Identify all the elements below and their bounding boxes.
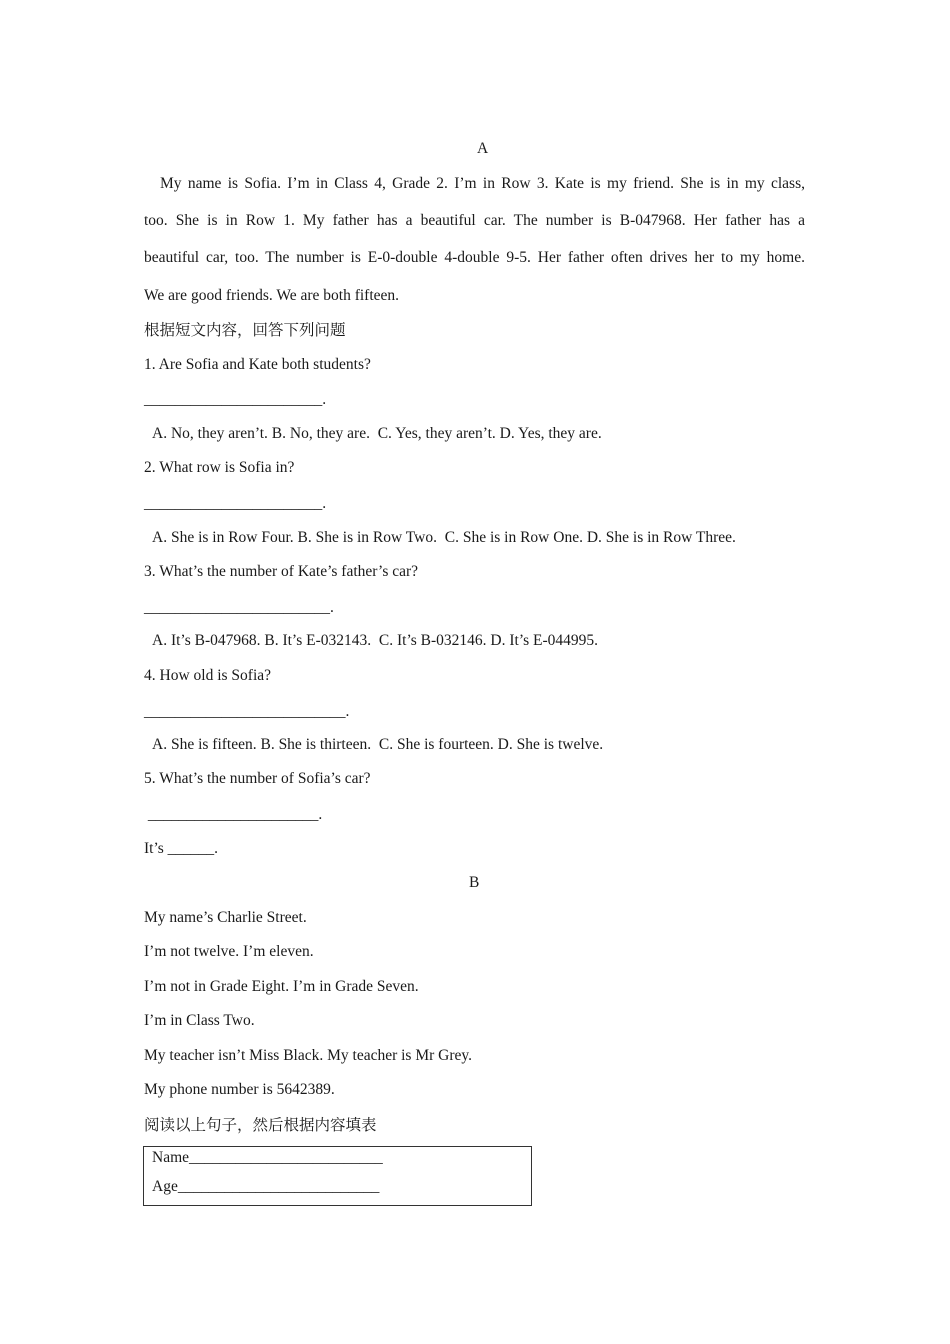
question-1-options: A. No, they aren’t. B. No, they are. C. Yes, they aren’t. D. Yes, they are. [152, 425, 602, 442]
question-1: 1. Are Sofia and Kate both students? [144, 356, 371, 373]
section-a-heading: A [477, 140, 489, 157]
sentence-6: My phone number is 5642389. [144, 1081, 335, 1098]
question-4: 4. How old is Sofia? [144, 667, 272, 684]
question-3: 3. What’s the number of Kate’s father’s car? [144, 563, 419, 580]
section-a-instruction: 根据短文内容，回答下列问题 [144, 321, 346, 339]
question-2: 2. What row is Sofia in? [144, 459, 295, 476]
question-5-answer-line[interactable]: It’s ______. [144, 840, 219, 857]
passage-line-3: beautiful car, too. The number is E-0-double 4-double 9-5. Her father often drives her to my home. [144, 249, 805, 266]
info-table [143, 1146, 532, 1206]
sentence-5: My teacher isn’t Miss Black. My teacher is Mr Grey. [144, 1047, 473, 1064]
table-age-row[interactable]: Age__________________________ [152, 1178, 380, 1195]
section-b-heading: B [469, 874, 480, 891]
sentence-4: I’m in Class Two. [144, 1012, 255, 1029]
sentence-1: My name’s Charlie Street. [144, 909, 307, 926]
question-2-options: A. She is in Row Four. B. She is in Row Two. C. She is in Row One. D. She is in Row Three. [152, 529, 736, 546]
question-3-blank[interactable]: ________________________. [144, 599, 334, 616]
section-b-instruction: 阅读以上句子，然后根据内容填表 [144, 1116, 377, 1134]
sentence-3: I’m not in Grade Eight. I’m in Grade Seven. [144, 978, 419, 995]
table-name-row[interactable]: Name_________________________ [152, 1149, 383, 1166]
question-2-blank[interactable]: _______________________. [144, 495, 327, 512]
question-5: 5. What’s the number of Sofia’s car? [144, 770, 371, 787]
question-4-blank[interactable]: __________________________. [144, 703, 350, 720]
question-5-blank[interactable]: ______________________. [144, 806, 323, 823]
passage-line-4: We are good friends. We are both fifteen. [144, 287, 400, 304]
question-4-options: A. She is fifteen. B. She is thirteen. C. She is fourteen. D. She is twelve. [152, 736, 604, 753]
question-1-blank[interactable]: _______________________. [144, 391, 327, 408]
passage-line-2: too. She is in Row 1. My father has a beautiful car. The number is B-047968. Her father has a [144, 212, 805, 229]
question-3-options: A. It’s B-047968. B. It’s E-032143. C. It’s B-032146. D. It’s E-044995. [152, 632, 599, 649]
passage-line-1: My name is Sofia. I’m in Class 4, Grade 2. I’m in Row 3. Kate is my friend. She is in my class, [160, 175, 805, 192]
sentence-2: I’m not twelve. I’m eleven. [144, 943, 314, 960]
